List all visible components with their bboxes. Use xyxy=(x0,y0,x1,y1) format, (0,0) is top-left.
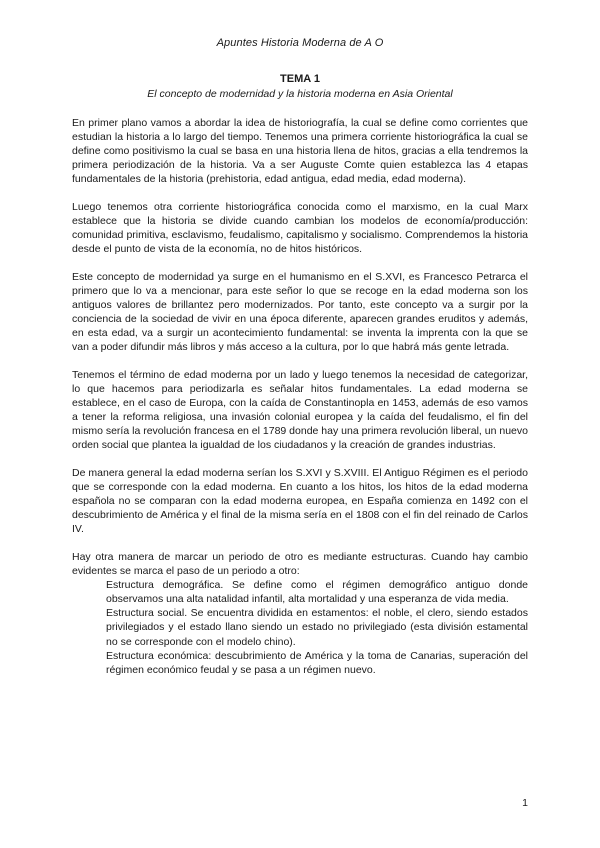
running-header: Apuntes Historia Moderna de A O xyxy=(216,37,384,49)
paragraph-marxism: Luego tenemos otra corriente historiográfica conocida como el marxismo, en la cual Marx establece que la historia se divide cuando cambian los modelos de economía/producción: comunidad primitiva, esclavismo, feudalismo, capitalismo y socialismo. Comprendemos la historia desde el punto de vista de la economía, no de hitos históricos. xyxy=(72,200,528,256)
paragraph-historiography: En primer plano vamos a abordar la idea de historiografía, la cual se define como corrientes que estudian la historia a lo largo del tiempo. Tenemos una primera corriente historiográfica la cual se define como positivismo la cual se basa en una historia llena de hitos, gracias a ella tendremos la primera periodización de la historia. Va a ser Auguste Comte quien establezca las 4 etapas fundamentales de la historia (prehistoria, edad antigua, edad media, edad moderna). xyxy=(72,117,528,186)
document-subtitle: El concepto de modernidad y la historia moderna en Asia Oriental xyxy=(147,88,453,100)
document-body xyxy=(72,116,528,677)
structures-list xyxy=(72,578,528,677)
paragraph-modern-age-term: Tenemos el término de edad moderna por un lado y luego tenemos la necesidad de categorizar, lo que hacemos para periodizarla es señalar hitos fundamentales. La edad moderna se establece, en el caso de Europa, con la caída de Constantinopla en 1453, además de eso vamos a tener la reforma religiosa, una invasión colonial europea y la caída del feudalismo, el fin del mismo sería la revolución francesa en el 1789 donde hay una primera revolución liberal, un nuevo orden social que plantea la igualdad de los ciudadanos y la creación de grandes industrias. xyxy=(72,368,528,452)
list-item-demographic: Estructura demográfica. Se define como el régimen demográfico antiguo donde observamos una alta natalidad infantil, alta mortalidad y una esperanza de vida media. xyxy=(106,579,528,606)
document-title: TEMA 1 xyxy=(280,73,320,85)
paragraph-modern-age-spain: De manera general la edad moderna serían los S.XVI y S.XVIII. El Antiguo Régimen es el periodo que se corresponde con la edad moderna. En cuanto a los hitos, los hitos de la edad moderna española no se comparan con la edad moderna europea, en España comienza en 1492 con el descubrimiento de América y el final de la misma sería en el 1808 con el fin del reinado de Carlos IV. xyxy=(72,466,528,536)
list-item-social: Estructura social. Se encuentra dividida en estamentos: el noble, el clero, siendo estados privilegiados y el estado llano siendo un estado no privilegiado (esta división estamental no se corresponde con el modelo chino). xyxy=(106,607,528,648)
title-block xyxy=(0,72,600,101)
paragraph-modernity-concept: Este concepto de modernidad ya surge en el humanismo en el S.XVI, es Francesco Petrarca el primero que lo va a mencionar, para este señor lo que se recoge en la edad moderna son los antiguos valores de brillantez pero modernizados. Por tanto, este concepto va a surgir por la conciencia de la sociedad de vivir en una época diferente, aparecen grandes eruditos y además, en esta edad, va a surgir un acontecimiento fundamental: se inventa la imprenta con la que se van a poder difundir más libros y más acceso a la cultura, por lo que habrá más gente letrada. xyxy=(72,270,528,354)
page-number: 1 xyxy=(522,797,528,809)
paragraph-structures-intro: Hay otra manera de marcar un periodo de otro es mediante estructuras. Cuando hay cambio evidentes se marca el paso de un periodo a otro: xyxy=(72,550,528,578)
list-item-economic: Estructura económica: descubrimiento de América y la toma de Canarias, superación del régimen económico feudal y se pasa a un régimen nuevo. xyxy=(106,649,528,676)
